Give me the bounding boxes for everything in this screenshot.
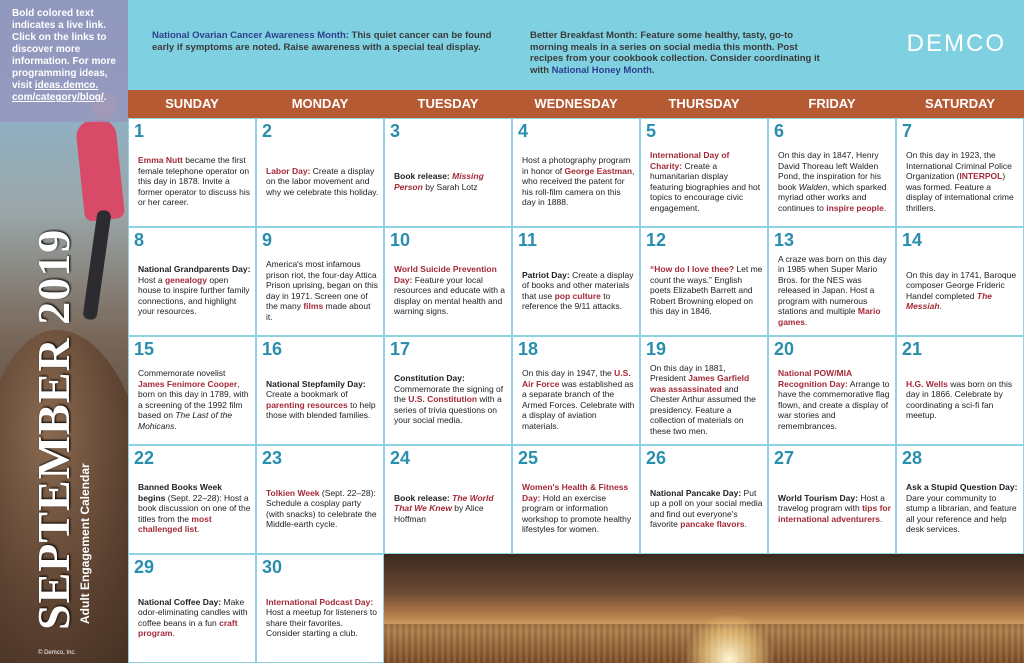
day-number: 18 <box>518 339 539 359</box>
weekday-monday: MONDAY <box>291 96 349 111</box>
honey-month-link[interactable]: National Honey Month <box>551 64 652 76</box>
day-number: 17 <box>390 339 411 359</box>
event-link[interactable]: craft program <box>138 617 238 638</box>
day-event-text: National POW/MIA Recognition Day: Arrange to have the commemorative flag flown, and create a display of war stories and remembrances. <box>778 368 890 431</box>
event-link[interactable]: Mario games <box>778 306 881 327</box>
event-link[interactable]: U.S. Constitution <box>408 394 478 405</box>
day-cell-19 <box>640 336 768 445</box>
event-link[interactable]: most challenged list <box>138 513 212 535</box>
day-event-text: International Day of Charity: Create a humanitarian display featuring biographies and hot topics to encourage civic engagement. <box>650 150 761 213</box>
day-number: 23 <box>262 448 283 468</box>
day-cell-23 <box>256 445 384 554</box>
day-event-text: America's most infamous prison riot, the four-day Attica Prison uprising, began on this day in 1971. Screen one of the many films made about it. <box>266 259 378 322</box>
event-link[interactable]: Emma Nutt <box>138 155 183 166</box>
event-link[interactable]: tips for international adventurers <box>778 503 891 524</box>
day-number: 10 <box>390 230 411 250</box>
event-link[interactable]: pancake flavors <box>680 519 745 529</box>
intro-text: Bold colored text indicates a live link. Click on the links to discover more information. For more programming ideas, visit <box>12 8 116 91</box>
breakfast-end: . <box>651 64 655 76</box>
breakfast-text: Better Breakfast Month: Feature some healthy, tasty, go-to morning meals in a series on social media this month. Post recipes from your cookbook collection. Consider coordinating it with <box>530 30 820 76</box>
event-link[interactable]: parenting resources <box>266 399 348 410</box>
day-cell-1 <box>128 118 256 227</box>
day-number: 15 <box>134 339 155 359</box>
event-link[interactable]: Missing Person <box>394 171 484 192</box>
event-link[interactable]: George Eastman <box>564 165 633 176</box>
day-number: 28 <box>902 448 923 468</box>
weekday-tuesday: TUESDAY <box>417 96 479 111</box>
day-cell-4 <box>512 118 640 227</box>
weekday-sunday: SUNDAY <box>165 96 219 111</box>
day-cell-17 <box>384 336 512 445</box>
day-number: 20 <box>774 339 795 359</box>
ovarian-cancer-note <box>152 30 512 53</box>
day-event-text: World Suicide Prevention Day: Feature your local resources and educate with a display on mental health and warning signs. <box>394 264 506 317</box>
day-event-text: National Pancake Day: Put up a poll on your social media and find out everyone's favorite pancake flavors. <box>650 487 763 529</box>
day-number: 7 <box>902 121 913 141</box>
event-link[interactable]: INTERPOL <box>959 171 1003 181</box>
day-number: 26 <box>646 448 667 468</box>
day-event-text: On this day in 1741, Baroque composer George Frideric Handel completed The Messiah. <box>906 269 1017 311</box>
day-cell-7 <box>896 118 1024 227</box>
day-cell-8 <box>128 227 256 336</box>
day-cell-30 <box>256 554 384 663</box>
event-link[interactable]: National POW/MIA Recognition Day: <box>778 368 852 389</box>
day-event-text: Patriot Day: Create a display of books and other materials that use pop culture to reference the 9/11 attacks. <box>522 269 634 311</box>
copyright: © Demco, Inc. <box>38 650 77 656</box>
event-link[interactable]: genealogy <box>164 274 207 285</box>
day-cell-10 <box>384 227 512 336</box>
day-cell-2 <box>256 118 384 227</box>
top-banner <box>128 0 1024 90</box>
day-number: 6 <box>774 121 785 141</box>
day-cell-9 <box>256 227 384 336</box>
day-event-text: On this day in 1947, the U.S. Air Force was established as a separate branch of the Armed Forces. Celebrate with a display of aviation materials. <box>522 368 635 431</box>
day-event-text: Tolkien Week (Sept. 22–28): Schedule a cosplay party (with snacks) to celebrate the Middle-earth cycle. <box>266 487 377 529</box>
calendar-title <box>30 229 92 630</box>
event-link[interactable]: The World That We Knew <box>394 492 494 514</box>
weekday-thursday: THURSDAY <box>668 96 740 111</box>
day-cell-3 <box>384 118 512 227</box>
event-link[interactable]: International Podcast Day: <box>266 596 374 607</box>
calendar-grid <box>128 118 1024 663</box>
day-number: 3 <box>390 121 401 141</box>
weekday-saturday: SATURDAY <box>924 96 996 111</box>
blog-link[interactable]: ideas.demco. com/category/blog/ <box>12 80 104 103</box>
day-cell-6 <box>768 118 896 227</box>
day-number: 21 <box>902 339 923 359</box>
day-cell-29 <box>128 554 256 663</box>
day-event-text: International Podcast Day: Host a meetup for listeners to share their favorites. Consider starting a club. <box>266 596 378 638</box>
day-event-text: Commemorate novelist James Fenimore Cooper, born on this day in 1789, with a screening of the 1992 film based on The Last of the Mohicans. <box>138 368 249 431</box>
ovarian-cancer-text: This quiet cancer can be found early if symptoms are noted. Raise awareness with a special teal display. <box>152 30 492 53</box>
day-event-text: National Grandparents Day: Host a genealogy open house to inspire further family connections, and highlight your resources. <box>138 264 251 317</box>
day-event-text: National Stepfamily Day: Create a bookmark of parenting resources to help those with blended families. <box>266 378 376 420</box>
event-link[interactable]: “How do I love thee? <box>650 264 735 275</box>
event-link[interactable]: Labor Day: <box>266 165 311 176</box>
day-cell-24 <box>384 445 512 554</box>
weekday-friday: FRIDAY <box>808 96 856 111</box>
day-event-text: Ask a Stupid Question Day: Dare your community to stump a librarian, and feature all your reference and help desk services. <box>906 482 1018 535</box>
day-event-text: Women's Health & Fitness Day: Hold an exercise program or information workshop to promote healthy lifestyles for women. <box>522 482 632 535</box>
event-link[interactable]: Women's Health & Fitness Day: <box>522 482 629 503</box>
day-event-text: On this day in 1847, Henry David Thoreau left Walden Pond, the inspiration for his book Walden, which sparked myriad other works and continues to inspire people. <box>778 150 887 213</box>
day-cell-5 <box>640 118 768 227</box>
day-number: 5 <box>646 121 657 141</box>
breakfast-note <box>530 30 830 76</box>
day-number: 22 <box>134 448 155 468</box>
event-link[interactable]: inspire people <box>826 202 884 213</box>
day-event-text: Emma Nutt became the first female telephone operator on this day in 1878. Invite a former operator to discuss his or her career. <box>138 155 250 208</box>
event-link[interactable]: James Fenimore Cooper <box>138 378 238 389</box>
day-cell-16 <box>256 336 384 445</box>
day-event-text: Banned Books Week begins (Sept. 22–28): Host a book discussion on one of the titles from the most challenged list. <box>138 482 251 535</box>
day-event-text: World Tourism Day: Host a travelog program with tips for international adventurers. <box>778 492 891 524</box>
day-cell-20 <box>768 336 896 445</box>
day-number: 11 <box>518 230 538 250</box>
day-number: 25 <box>518 448 539 468</box>
day-cell-13 <box>768 227 896 336</box>
weekday-wednesday: WEDNESDAY <box>534 96 618 111</box>
event-link[interactable]: U.S. Air Force <box>522 368 631 389</box>
day-number: 8 <box>134 230 145 250</box>
day-event-text: National Coffee Day: Make odor-eliminating candles with coffee beans in a fun craft program. <box>138 596 248 638</box>
day-cell-15 <box>128 336 256 445</box>
day-event-text: On this day in 1881, President James Garfield was assassinated and Chester Arthur assumed the presidency. Feature a collection of materials on these two men. <box>650 362 756 436</box>
day-number: 29 <box>134 557 155 577</box>
day-number: 9 <box>262 230 273 250</box>
event-link[interactable]: H.G. Wells <box>906 378 948 389</box>
day-event-text: Labor Day: Create a display on the labor movement and why we celebrate this holiday. <box>266 165 379 197</box>
day-event-text: On this day in 1923, the International Criminal Police Organization (INTERPOL) was formed. Feature a display of international crime thrillers. <box>906 150 1014 213</box>
day-number: 12 <box>646 230 667 250</box>
day-event-text: Constitution Day: Commemorate the signing of the U.S. Constitution with a series of trivia questions on your social media. <box>394 373 504 426</box>
day-event-text: “How do I love thee? Let me count the ways.” English poets Elizabeth Barrett and Robert Browning eloped on this day in 1846. <box>650 264 763 317</box>
day-cell-21 <box>896 336 1024 445</box>
sunset-photo <box>384 554 1024 663</box>
day-cell-18 <box>512 336 640 445</box>
day-number: 2 <box>262 121 273 141</box>
intro-note <box>0 0 128 122</box>
demco-logo: DEMCO <box>906 30 1006 57</box>
day-number: 4 <box>518 121 529 141</box>
event-link[interactable]: Tolkien Week <box>266 487 320 498</box>
day-event-text: A craze was born on this day in 1985 when Super Mario Bros. for the NES was released in Japan. Host a program with numerous stations and multiple Mario games. <box>778 253 887 327</box>
event-link[interactable]: International Day of Charity: <box>650 150 730 171</box>
day-number: 16 <box>262 339 283 359</box>
runner-body <box>75 118 125 222</box>
day-cell-28 <box>896 445 1024 554</box>
day-number: 24 <box>390 448 411 468</box>
day-number: 27 <box>774 448 795 468</box>
intro-end: . <box>103 92 107 103</box>
ovarian-cancer-link[interactable]: National Ovarian Cancer Awareness Month: <box>152 30 349 41</box>
day-cell-11 <box>512 227 640 336</box>
event-link[interactable]: films <box>303 301 324 311</box>
day-cell-12 <box>640 227 768 336</box>
day-event-text: Book release: The World That We Knew by Alice Hoffman <box>394 492 494 524</box>
sun-glow <box>684 614 774 663</box>
day-number: 30 <box>262 557 283 577</box>
day-number: 14 <box>902 230 923 250</box>
day-cell-25 <box>512 445 640 554</box>
calendar-subtitle: Adult Engagement Calendar <box>78 463 92 624</box>
day-number: 1 <box>134 121 145 141</box>
event-link[interactable]: pop culture <box>554 290 601 301</box>
event-link[interactable]: James Garfield was assassinated <box>650 373 750 394</box>
day-cell-27 <box>768 445 896 554</box>
day-cell-22 <box>128 445 256 554</box>
day-event-text: H.G. Wells was born on this day in 1866. Celebrate by coordinating a sci-fi fan meetup. <box>906 378 1013 420</box>
day-event-text: Book release: Missing Person by Sarah Lotz <box>394 171 484 192</box>
weekday-header <box>128 90 1024 118</box>
event-link[interactable]: The Messiah <box>906 290 993 311</box>
day-event-text: Host a photography program in honor of George Eastman, who received the patent for his roll-film camera on this day in 1888. <box>522 155 635 208</box>
day-cell-26 <box>640 445 768 554</box>
month-title: SEPTEMBER 2019 <box>28 228 79 630</box>
day-number: 13 <box>774 230 795 250</box>
event-link[interactable]: World Suicide Prevention Day: <box>394 264 497 285</box>
day-number: 19 <box>646 339 667 359</box>
day-cell-14 <box>896 227 1024 336</box>
